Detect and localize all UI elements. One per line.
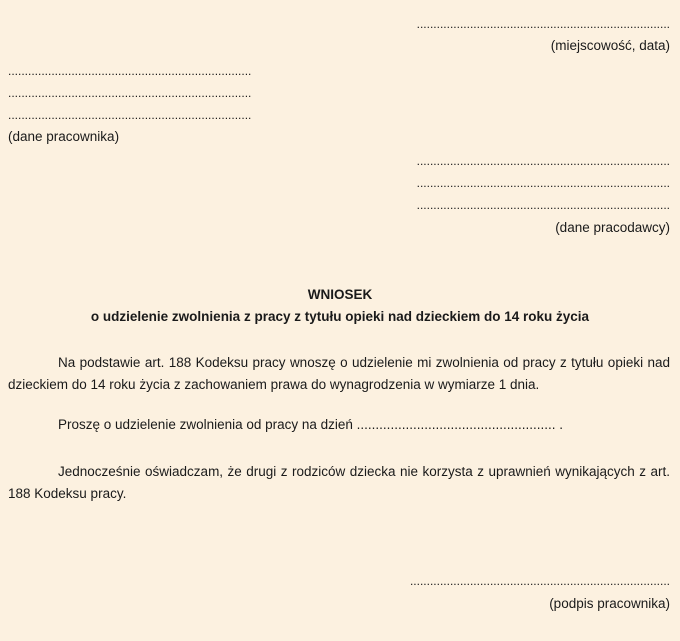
document-title: WNIOSEK bbox=[307, 287, 373, 302]
employer-line-2[interactable]: ............................................................................ bbox=[416, 176, 670, 190]
document-subtitle: o udzielenie zwolnienia z pracy z tytułu opieki nad dzieckiem do 14 roku życia bbox=[90, 309, 590, 324]
signature-line[interactable]: .............................................................................. bbox=[409, 574, 670, 588]
place-date-line[interactable]: ............................................................................ bbox=[416, 17, 670, 31]
employer-line-1[interactable]: ............................................................................ bbox=[416, 154, 670, 168]
paragraph-request: Na podstawie art. 188 Kodeksu pracy wnoszę o udzielenie mi zwolnienia od pracy z tytułu opieki nad dzieckiem do 14 roku życia z zachowaniem prawa do wynagrodzenia w wymiarze 1 dnia. bbox=[8, 355, 670, 392]
employee-line-3[interactable]: ......................................................................... bbox=[8, 108, 252, 122]
employee-line-1[interactable]: ......................................................................... bbox=[8, 64, 252, 78]
paragraph-declaration: Jednocześnie oświadczam, że drugi z rodziców dziecka nie korzysta z uprawnień wynikających z art. 188 Kodeksu pracy. bbox=[8, 464, 670, 501]
paragraph-date-request: Proszę o udzielenie zwolnienia od pracy na dzień ..................................................... . bbox=[58, 417, 563, 432]
employer-line-3[interactable]: ............................................................................ bbox=[416, 198, 670, 212]
employee-label: (dane pracownika) bbox=[8, 129, 120, 144]
employee-line-2[interactable]: ......................................................................... bbox=[8, 86, 252, 100]
signature-label: (podpis pracownika) bbox=[549, 596, 670, 611]
place-date-label: (miejscowość, data) bbox=[550, 38, 670, 53]
employer-label: (dane pracodawcy) bbox=[555, 220, 670, 235]
